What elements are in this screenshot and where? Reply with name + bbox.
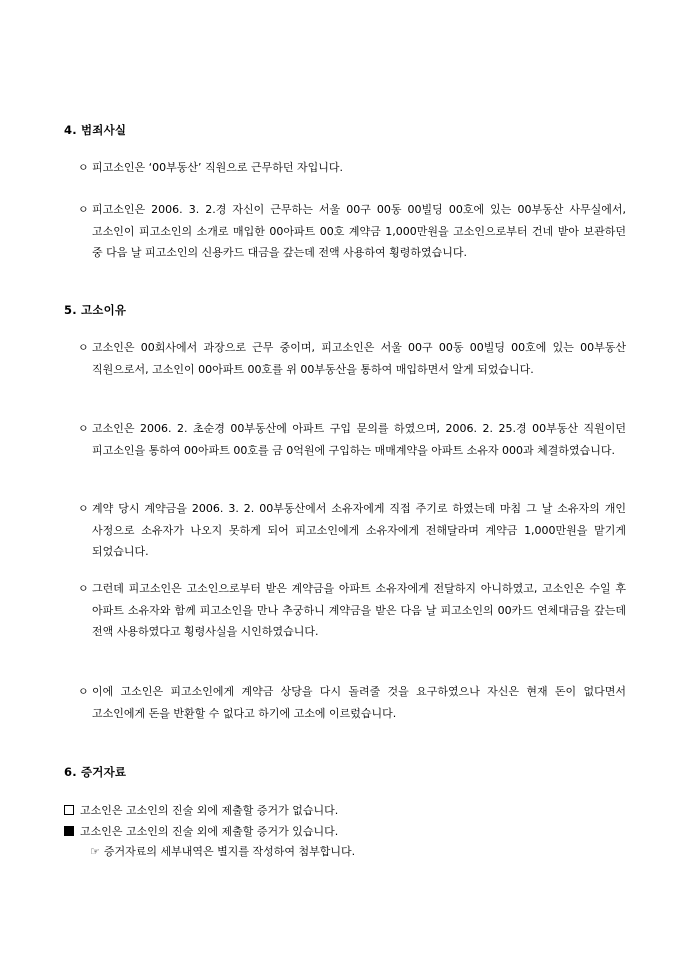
section-5-item-1-text: 고소인은 00회사에서 과장으로 근무 중이며, 피고소인은 서울 00구 00동 00빌딩 00호에 있는 00부동산 직원으로서, 고소인이 00아파트 00호를 위 00부동산을 통하여 매입하면서 알게 되었습니다. bbox=[92, 341, 626, 376]
section-4-title: 4. 범죄사실 bbox=[64, 123, 127, 137]
section-5-item-4 bbox=[78, 578, 626, 643]
section-5-item-3 bbox=[78, 498, 626, 563]
evidence-option-some[interactable] bbox=[64, 823, 338, 841]
bullet-marker: ㅇ bbox=[78, 685, 89, 698]
evidence-option-none-label: 고소인은 고소인의 진술 외에 제출할 증거가 없습니다. bbox=[80, 804, 339, 817]
evidence-note bbox=[90, 843, 355, 861]
section-4-item-1-text: 피고소인은 ‘00부동산’ 직원으로 근무하던 자입니다. bbox=[92, 161, 343, 174]
bullet-marker: ㅇ bbox=[78, 582, 89, 595]
checkbox-checked-icon[interactable] bbox=[64, 826, 74, 836]
evidence-option-some-label: 고소인은 고소인의 진술 외에 제출할 증거가 있습니다. bbox=[80, 825, 339, 838]
bullet-marker: ㅇ bbox=[78, 422, 89, 435]
bullet-marker: ㅇ bbox=[78, 203, 89, 216]
evidence-note-text: 증거자료의 세부내역은 별지를 작성하여 첨부합니다. bbox=[103, 845, 356, 858]
evidence-option-none[interactable] bbox=[64, 802, 338, 820]
section-4-item-2 bbox=[78, 199, 626, 264]
section-5-item-1 bbox=[78, 337, 626, 380]
section-5-item-3-text: 계약 당시 계약금을 2006. 3. 2. 00부동산에서 소유자에게 직접 주기로 하였는데 마침 그 날 소유자의 개인 사정으로 소유자가 나오지 못하게 되어 피고소인에게 소유자에게 전해달라며 계약금 1,000만원을 맡기게 되었습니다. bbox=[92, 502, 626, 558]
section-5-item-5 bbox=[78, 681, 626, 724]
section-4-item-2-text: 피고소인은 2006. 3. 2.경 자신이 근무하는 서울 00구 00동 00빌딩 00호에 있는 00부동산 사무실에서, 고소인이 피고소인의 소개로 매입한 00아파트 00호 계약금 1,000만원을 고소인으로부터 건네 받아 보관하던 중 다음 날 피고소인의 신용카드 대금을 갚는데 전액 사용하여 횡령하였습니다. bbox=[92, 203, 626, 259]
section-6-title: 6. 증거자료 bbox=[64, 765, 127, 779]
section-5-item-4-text: 그런데 피고소인은 고소인으로부터 받은 계약금을 아파트 소유자에게 전달하지 아니하였고, 고소인은 수일 후 아파트 소유자와 함께 피고소인을 만나 추궁하니 계약금을 받은 다음 날 피고소인의 00카드 연체대금을 갚는데 전액 사용하였다고 횡령사실을 시인하였습니다. bbox=[92, 582, 626, 638]
bullet-marker: ㅇ bbox=[78, 161, 89, 174]
section-5-item-5-text: 이에 고소인은 피고소인에게 계약금 상당을 다시 돌려줄 것을 요구하였으나 자신은 현재 돈이 없다면서 고소인에게 돈을 반환할 수 없다고 하기에 고소에 이르렀습니다. bbox=[92, 685, 626, 720]
section-5-title: 5. 고소이유 bbox=[64, 303, 127, 317]
bullet-marker: ㅇ bbox=[78, 341, 89, 354]
section-4-item-1 bbox=[78, 157, 626, 179]
section-5-item-2-text: 고소인은 2006. 2. 초순경 00부동산에 아파트 구입 문의를 하였으며, 2006. 2. 25.경 00부동산 직원이던 피고소인을 통하여 00아파트 00호를 금 0억원에 구입하는 매매계약을 아파트 소유자 000과 체결하였습니다. bbox=[92, 422, 626, 457]
checkbox-unchecked-icon[interactable] bbox=[64, 805, 74, 815]
section-5-item-2 bbox=[78, 418, 626, 461]
pointing-hand-icon: ☞ bbox=[90, 845, 100, 858]
bullet-marker: ㅇ bbox=[78, 502, 89, 515]
